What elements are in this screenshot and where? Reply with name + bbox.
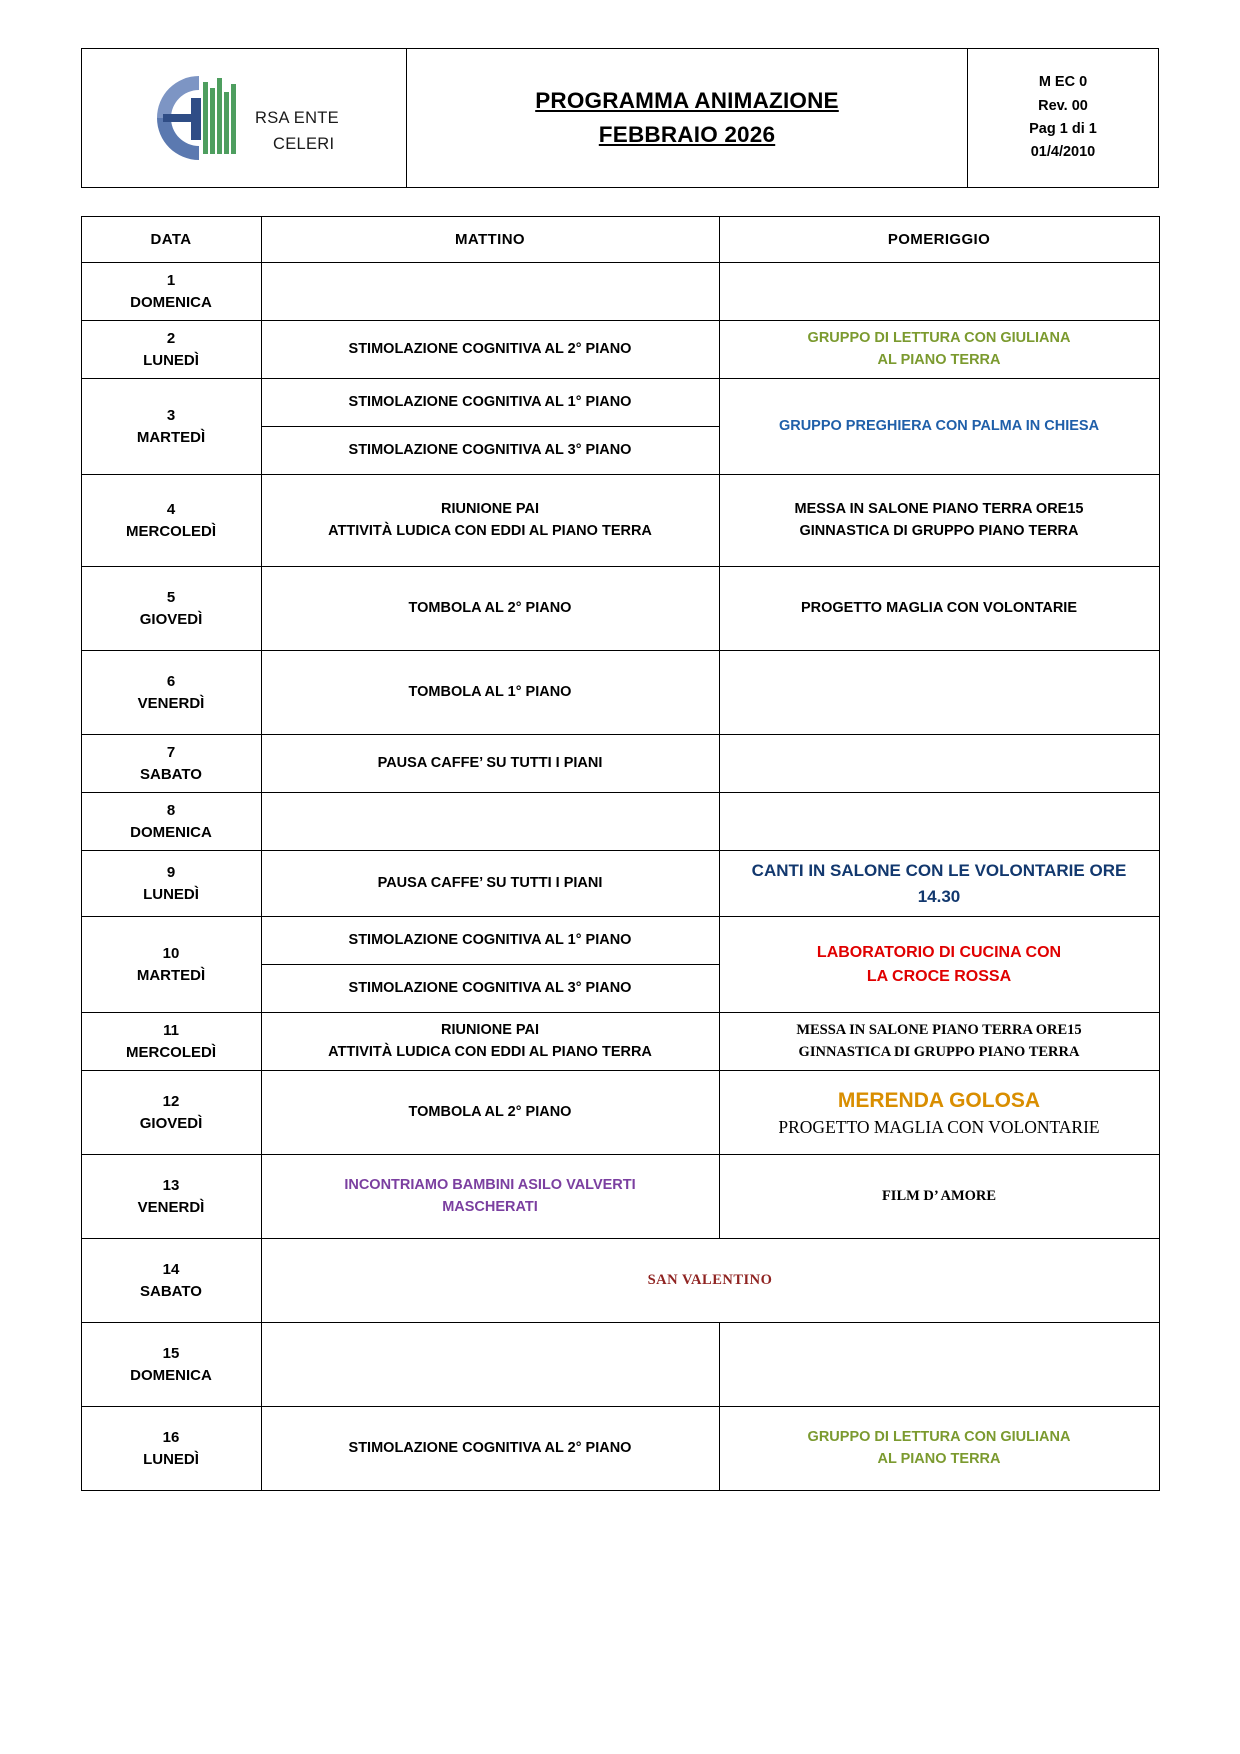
table-row	[81, 475, 1159, 567]
row-date	[81, 651, 261, 735]
activity-title: MERENDA GOLOSA	[837, 1088, 1041, 1112]
meta-doc-code: M EC 0	[1038, 74, 1088, 91]
day-number: 14	[162, 1260, 180, 1278]
header-logo-cell	[82, 49, 407, 187]
day-number: 9	[166, 863, 176, 881]
day-number: 15	[162, 1344, 180, 1362]
row-date	[81, 1323, 261, 1407]
day-name: GIOVEDÌ	[139, 610, 203, 628]
activity-text: TOMBOLA AL 2° PIANO	[408, 599, 572, 616]
table-row	[81, 1239, 1159, 1323]
table-row	[81, 1155, 1159, 1239]
cell-afternoon	[719, 263, 1159, 321]
table-row	[81, 1323, 1159, 1407]
row-date	[81, 1071, 261, 1155]
day-number: 2	[166, 329, 176, 347]
activity-text: LA CROCE ROSSA	[866, 967, 1012, 985]
table-row	[81, 263, 1159, 321]
cell-morning-secondary	[261, 427, 719, 475]
cell-morning	[261, 263, 719, 321]
cell-morning	[261, 567, 719, 651]
day-name: LUNEDÌ	[143, 351, 199, 369]
meta-page: Pag 1 di 1	[1029, 121, 1097, 137]
activity-text: INCONTRIAMO BAMBINI ASILO VALVERTI	[344, 1176, 636, 1193]
day-number: 13	[162, 1176, 180, 1194]
day-number: 5	[166, 588, 176, 606]
cell-afternoon	[719, 1407, 1159, 1491]
day-name: MARTEDÌ	[136, 428, 206, 446]
cell-morning	[261, 917, 719, 965]
activity-text: MESSA IN SALONE PIANO TERRA ORE15	[796, 1021, 1082, 1038]
cell-afternoon	[719, 651, 1159, 735]
day-name: DOMENICA	[130, 293, 212, 311]
row-date	[81, 263, 261, 321]
day-number: 3	[166, 406, 176, 424]
day-name: MARTEDÌ	[136, 966, 206, 984]
activity-text: PAUSA CAFFE’ SU TUTTI I PIANI	[377, 754, 603, 771]
header-title-cell	[407, 49, 968, 187]
activity-text: STIMOLAZIONE COGNITIVA AL 3° PIANO	[348, 441, 632, 458]
cell-full-width-event	[261, 1239, 1159, 1323]
column-header-data: DATA	[81, 217, 261, 263]
table-row	[81, 917, 1159, 965]
activity-text: PROGETTO MAGLIA CON VOLONTARIE	[800, 599, 1078, 616]
cell-morning	[261, 379, 719, 427]
day-number: 7	[166, 743, 176, 761]
document-title-line2: FEBBRAIO 2026	[598, 122, 776, 147]
activity-text: STIMOLAZIONE COGNITIVA AL 2° PIANO	[348, 340, 632, 357]
row-date	[81, 1407, 261, 1491]
row-date	[81, 793, 261, 851]
day-number: 1	[166, 271, 176, 289]
activity-text: STIMOLAZIONE COGNITIVA AL 1° PIANO	[348, 931, 632, 948]
day-name: SABATO	[140, 765, 202, 783]
document-header	[81, 48, 1159, 188]
activity-text: AL PIANO TERRA	[877, 1450, 1001, 1467]
cell-afternoon	[719, 1323, 1159, 1407]
activity-text: GRUPPO DI LETTURA CON GIULIANA	[807, 329, 1071, 346]
document-title-line1: PROGRAMMA ANIMAZIONE	[535, 88, 839, 114]
row-date	[81, 917, 261, 1013]
day-number: 10	[162, 944, 180, 962]
table-row	[81, 567, 1159, 651]
table-row	[81, 1407, 1159, 1491]
day-number: 8	[166, 801, 176, 819]
day-name: MERCOLEDÌ	[126, 1043, 216, 1061]
row-date	[81, 735, 261, 793]
cell-morning	[261, 651, 719, 735]
day-name: GIOVEDÌ	[139, 1114, 203, 1132]
cell-afternoon	[719, 917, 1159, 1013]
table-row	[81, 379, 1159, 427]
cell-morning	[261, 793, 719, 851]
activity-text: MASCHERATI	[442, 1198, 538, 1215]
table-row	[81, 735, 1159, 793]
table-header-row	[81, 217, 1159, 263]
meta-date: 01/4/2010	[1030, 144, 1096, 161]
cell-morning-secondary	[261, 965, 719, 1013]
table-row	[81, 1071, 1159, 1155]
cell-morning	[261, 321, 719, 379]
cell-morning	[261, 1155, 719, 1239]
meta-revision: Rev. 00	[1038, 97, 1088, 114]
day-number: 16	[162, 1428, 180, 1446]
day-number: 12	[162, 1092, 180, 1110]
cell-afternoon	[719, 851, 1159, 917]
activity-text: GINNASTICA DI GRUPPO PIANO TERRA	[798, 1043, 1080, 1060]
cell-morning	[261, 1013, 719, 1071]
table-row	[81, 851, 1159, 917]
day-name: DOMENICA	[130, 823, 212, 841]
cell-afternoon	[719, 793, 1159, 851]
activity-text: GRUPPO DI LETTURA CON GIULIANA	[807, 1428, 1071, 1445]
logo-text	[255, 78, 339, 157]
cell-afternoon	[719, 735, 1159, 793]
activity-text: AL PIANO TERRA	[877, 351, 1001, 368]
activity-text: 14.30	[917, 886, 961, 906]
day-name: MERCOLEDÌ	[126, 522, 216, 540]
activity-text: ATTIVITÀ LUDICA CON EDDI AL PIANO TERRA	[328, 522, 652, 539]
activity-text: TOMBOLA AL 2° PIANO	[408, 1103, 572, 1120]
activity-text: ATTIVITÀ LUDICA CON EDDI AL PIANO TERRA	[328, 1043, 652, 1060]
cell-morning	[261, 1323, 719, 1407]
cell-morning	[261, 851, 719, 917]
cell-afternoon	[719, 475, 1159, 567]
cell-afternoon	[719, 1071, 1159, 1155]
day-name: SABATO	[140, 1282, 202, 1300]
logo	[149, 68, 339, 168]
header-meta-cell	[968, 49, 1158, 187]
row-date	[81, 1239, 261, 1323]
cell-afternoon	[719, 379, 1159, 475]
row-date	[81, 379, 261, 475]
activity-text: LABORATORIO DI CUCINA CON	[816, 943, 1062, 961]
cell-morning	[261, 1407, 719, 1491]
logo-text-line1: RSA ENTE	[254, 109, 339, 128]
activity-text: PAUSA CAFFE’ SU TUTTI I PIANI	[377, 874, 603, 891]
cell-afternoon	[719, 1013, 1159, 1071]
row-date	[81, 475, 261, 567]
activity-text: FILM D’ AMORE	[881, 1187, 997, 1204]
row-date	[81, 851, 261, 917]
day-number: 4	[166, 500, 176, 518]
day-number: 6	[166, 672, 176, 690]
cell-afternoon	[719, 1155, 1159, 1239]
schedule-table	[81, 216, 1160, 1491]
activity-text: GRUPPO PREGHIERA CON PALMA IN CHIESA	[778, 417, 1100, 434]
activity-text: STIMOLAZIONE COGNITIVA AL 2° PIANO	[348, 1439, 632, 1456]
activity-text: MESSA IN SALONE PIANO TERRA ORE15	[794, 500, 1084, 517]
day-number: 11	[163, 1021, 179, 1039]
activity-text: SAN VALENTINO	[647, 1271, 773, 1288]
activity-text: STIMOLAZIONE COGNITIVA AL 1° PIANO	[348, 393, 632, 410]
day-name: LUNEDÌ	[143, 1450, 199, 1468]
table-row	[81, 793, 1159, 851]
day-name: DOMENICA	[130, 1366, 212, 1384]
table-row	[81, 651, 1159, 735]
activity-text: TOMBOLA AL 1° PIANO	[408, 683, 572, 700]
column-header-mattino: MATTINO	[261, 217, 719, 263]
day-name: LUNEDÌ	[143, 885, 199, 903]
activity-text: RIUNIONE PAI	[440, 1021, 540, 1038]
cell-afternoon	[719, 567, 1159, 651]
activity-text: PROGETTO MAGLIA CON VOLONTARIE	[778, 1117, 1100, 1138]
activity-text: GINNASTICA DI GRUPPO PIANO TERRA	[799, 522, 1079, 539]
column-header-pomeriggio: POMERIGGIO	[719, 217, 1159, 263]
day-name: VENERDÌ	[137, 694, 205, 712]
row-date	[81, 1155, 261, 1239]
row-date	[81, 321, 261, 379]
cell-morning	[261, 735, 719, 793]
cell-morning	[261, 1071, 719, 1155]
activity-text: STIMOLAZIONE COGNITIVA AL 3° PIANO	[348, 979, 632, 996]
cell-morning	[261, 475, 719, 567]
cell-afternoon	[719, 321, 1159, 379]
activity-text: RIUNIONE PAI	[440, 500, 540, 517]
row-date	[81, 567, 261, 651]
activity-text: CANTI IN SALONE CON LE VOLONTARIE ORE	[751, 861, 1127, 880]
table-row	[81, 1013, 1159, 1071]
rsa-logo-icon	[149, 68, 249, 168]
table-row	[81, 321, 1159, 379]
day-name: VENERDÌ	[137, 1198, 205, 1216]
logo-text-line2: CELERI	[272, 135, 335, 153]
row-date	[81, 1013, 261, 1071]
